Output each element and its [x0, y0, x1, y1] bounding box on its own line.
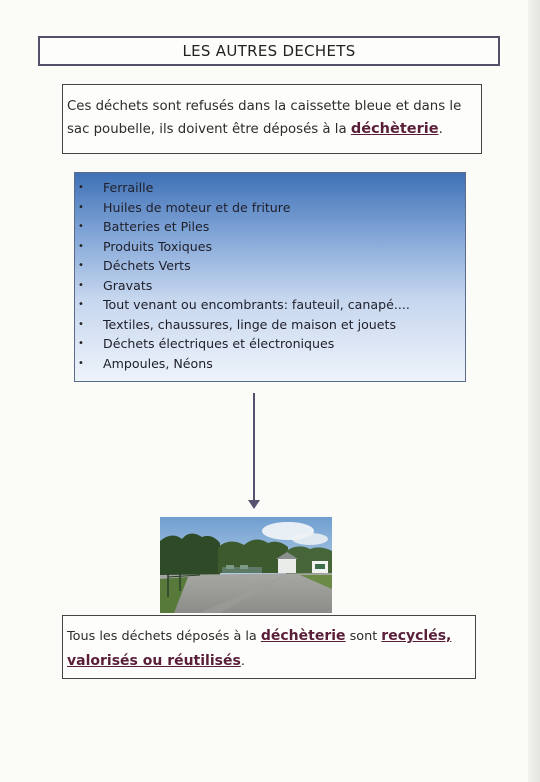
list-item-label: Huiles de moteur et de friture: [103, 199, 291, 215]
recycles-highlight: recyclés, valorisés ou réutilisés: [67, 628, 452, 669]
intro-paragraph: [62, 84, 482, 154]
page-title: LES AUTRES DECHETS: [182, 42, 356, 60]
list-item: [75, 237, 465, 257]
list-item: [75, 354, 465, 374]
waste-list: [75, 178, 465, 373]
page-edge: [528, 0, 540, 782]
intro-end: .: [438, 122, 443, 137]
down-arrow-icon: [248, 500, 260, 509]
bullet-icon: •: [78, 279, 84, 291]
list-item-label: Batteries et Piles: [103, 219, 210, 234]
list-item-label: Ampoules, Néons: [103, 355, 213, 371]
decheterie-highlight: déchèterie: [350, 121, 439, 137]
list-item: [75, 256, 465, 276]
bullet-icon: •: [78, 201, 84, 213]
result-paragraph: [62, 615, 476, 679]
result-mid: sont: [345, 629, 382, 644]
bullet-icon: •: [78, 260, 84, 271]
decheterie-highlight: déchèterie: [260, 628, 346, 644]
bullet-icon: •: [78, 357, 84, 369]
list-item-label: Textiles, chaussures, linge de maison et jouets: [103, 316, 397, 332]
list-item-label: Déchets électriques et électroniques: [103, 336, 335, 351]
title-box: [38, 36, 500, 66]
bullet-icon: •: [78, 318, 84, 330]
list-item-label: Gravats: [103, 277, 153, 293]
intro-text: Ces déchets sont refusés dans la caissette bleue et dans le sac poubelle, ils doivent être déposés à la: [67, 99, 462, 137]
bullet-icon: •: [78, 182, 84, 193]
list-item-label: Ferraille: [103, 180, 154, 195]
list-item: [75, 276, 465, 296]
list-item-label: Produits Toxiques: [103, 238, 213, 254]
down-arrow-shaft: [253, 393, 255, 501]
bullet-icon: •: [78, 221, 84, 232]
list-item: [75, 295, 465, 315]
bullet-icon: •: [78, 338, 84, 349]
result-end: .: [240, 654, 245, 669]
list-item: [75, 178, 465, 198]
bullet-icon: •: [78, 299, 84, 310]
list-item: [75, 315, 465, 335]
bullet-icon: •: [78, 240, 84, 252]
list-item: [75, 217, 465, 237]
decheterie-photo: [160, 517, 332, 613]
result-text: Tous les déchets déposés à la: [67, 629, 261, 644]
list-item: [75, 334, 465, 354]
list-item-label: Déchets Verts: [103, 258, 191, 273]
list-item: [75, 198, 465, 218]
waste-list-panel: [74, 172, 466, 382]
list-item-label: Tout venant ou encombrants: fauteuil, canapé....: [103, 297, 410, 312]
